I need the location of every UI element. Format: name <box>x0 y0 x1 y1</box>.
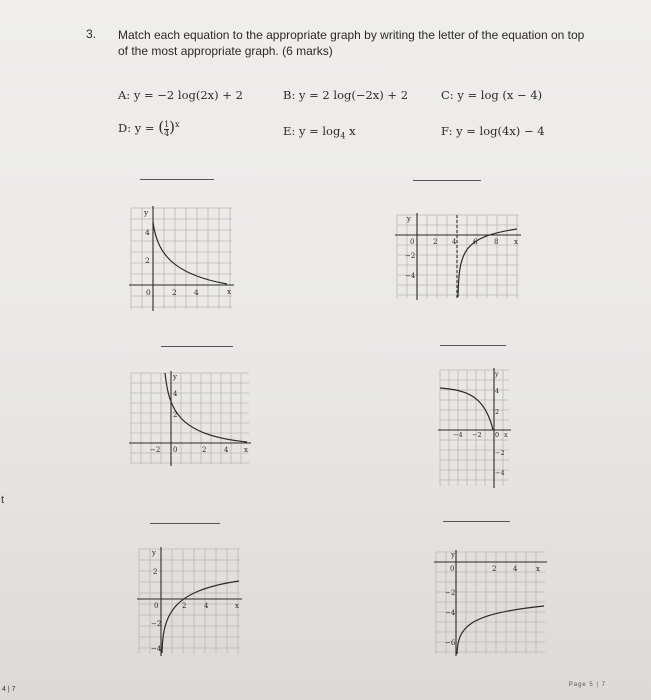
graph-1-x-label: x <box>227 287 232 296</box>
graph-1-y-label: y <box>144 208 149 217</box>
equation-d-letter: D: <box>118 121 132 135</box>
question-instruction: Match each equation to the appropriate graph by writing the letter of the equation on top of the most appropriate graph. (6 marks) <box>118 28 585 58</box>
answer-blank-2[interactable] <box>413 180 481 181</box>
graph-4-tick-x-2: −2 <box>472 431 482 439</box>
graph-4 <box>437 366 512 490</box>
graph-5-tick-x4: 4 <box>204 602 209 610</box>
graph-5-tick-y-4: −4 <box>151 645 162 653</box>
equation-b-letter: B: <box>283 88 296 102</box>
graph-2-x-label: x <box>514 238 518 246</box>
equation-f-expr: y = log(4x) − 4 <box>456 124 545 138</box>
equation-a-letter: A: <box>118 88 131 102</box>
graph-2-tick-y-4: −4 <box>405 272 416 280</box>
graph-6-tick-x2: 2 <box>492 565 497 573</box>
equation-d-lhs: y = <box>134 121 155 135</box>
equation-d-exponent: x <box>175 120 180 130</box>
graph-5-x-label: x <box>235 602 239 610</box>
answer-blank-6[interactable] <box>443 521 510 522</box>
graph-3-tick-x-2: −2 <box>150 446 161 454</box>
graph-2-tick-0: 0 <box>410 238 415 246</box>
equation-b-expr: y = 2 log(−2x) + 2 <box>298 88 409 102</box>
graph-4-tick-x-4: −4 <box>453 431 463 439</box>
equation-a <box>118 88 243 102</box>
equation-c <box>441 88 542 102</box>
graph-3-tick-x4: 4 <box>224 446 229 454</box>
graph-6-curve <box>457 606 544 654</box>
graph-2-tick-x4: 4 <box>452 238 457 246</box>
equation-e <box>283 124 356 140</box>
graph-3-tick-y2: 2 <box>173 411 178 419</box>
graph-5-tick-y2: 2 <box>153 568 158 576</box>
graph-4-tick-y-4: −4 <box>495 469 505 477</box>
answer-blank-5[interactable] <box>150 523 220 524</box>
equation-d-denominator: 4 <box>164 128 170 138</box>
edge-fragment-letter: t <box>1 494 5 506</box>
equation-f <box>441 124 545 138</box>
graph-1-tick-4: 4 <box>145 228 150 237</box>
graph-2-tick-x2: 2 <box>433 238 438 246</box>
graph-4-tick-y2: 2 <box>495 408 500 416</box>
graph-2-tick-x6: 6 <box>473 238 478 246</box>
graph-5-tick-y-2: −2 <box>151 620 162 628</box>
graph-5 <box>135 545 244 658</box>
graph-6-tick-x4: 4 <box>513 565 518 573</box>
graph-6-tick-y-2: −2 <box>445 589 456 597</box>
graph-5-tick-x2: 2 <box>182 602 187 610</box>
graph-2 <box>393 211 523 302</box>
equation-f-letter: F: <box>441 124 453 138</box>
equation-c-letter: C: <box>441 88 454 102</box>
graph-4-tick-y-2: −2 <box>495 449 505 457</box>
equation-c-expr: y = log (x − 4) <box>457 88 543 102</box>
graph-6-tick-y-6: −6 <box>445 639 456 647</box>
graph-3-tick-y4: 4 <box>173 390 178 398</box>
graph-2-y-label: y <box>407 215 411 223</box>
graph-4-x-label: x <box>504 431 508 439</box>
graph-4-tick-y4: 4 <box>495 387 500 395</box>
graph-2-tick-y-2: −2 <box>405 252 416 260</box>
edge-fragment-page: 4 | 7 <box>2 686 16 693</box>
graph-6-y-label: y <box>451 551 455 559</box>
graph-3-tick-x2: 2 <box>202 446 207 454</box>
graph-1-tick-0: 0 <box>146 288 151 297</box>
equation-d-numerator: 1 <box>164 119 170 129</box>
graph-2-tick-x8: 8 <box>494 238 499 246</box>
graph-5-curve <box>162 581 239 653</box>
equation-e-expr: y = log <box>298 124 341 138</box>
answer-blank-1[interactable] <box>140 179 214 180</box>
graph-1 <box>127 204 236 313</box>
graph-5-tick-0: 0 <box>154 602 159 610</box>
graph-6 <box>432 548 549 658</box>
answer-blank-4[interactable] <box>440 345 506 346</box>
graph-6-x-label: x <box>536 565 540 573</box>
graph-1-tick-2: 2 <box>145 256 150 265</box>
answer-blank-3[interactable] <box>161 346 233 347</box>
equation-b <box>283 88 408 102</box>
equation-e-letter: E: <box>283 124 296 138</box>
graph-3-x-label: x <box>244 446 248 454</box>
graph-3-y-label: y <box>173 373 177 381</box>
equation-e-base: 4 <box>340 131 346 141</box>
equation-a-expr: y = −2 log(2x) + 2 <box>133 88 243 102</box>
graph-5-y-label: y <box>152 549 156 557</box>
graph-1-tick-x2: 2 <box>172 288 177 297</box>
equation-e-tail: x <box>349 124 356 138</box>
graph-1-tick-x4: 4 <box>194 288 199 297</box>
graph-6-tick-0: 0 <box>450 565 455 573</box>
graph-3-tick-0: 0 <box>173 446 178 454</box>
graph-4-tick-0: 0 <box>495 431 500 439</box>
equation-d: D: y = ( $\frac{1}{4}$ )$^x$ <box>118 118 180 138</box>
page-number: Page 5 | 7 <box>568 682 606 688</box>
graph-3 <box>127 369 253 468</box>
graph-4-y-label: y <box>495 370 499 378</box>
question-number: 3. <box>86 27 97 41</box>
graph-3-grid <box>131 373 249 464</box>
graph-6-tick-y-4: −4 <box>445 609 456 617</box>
